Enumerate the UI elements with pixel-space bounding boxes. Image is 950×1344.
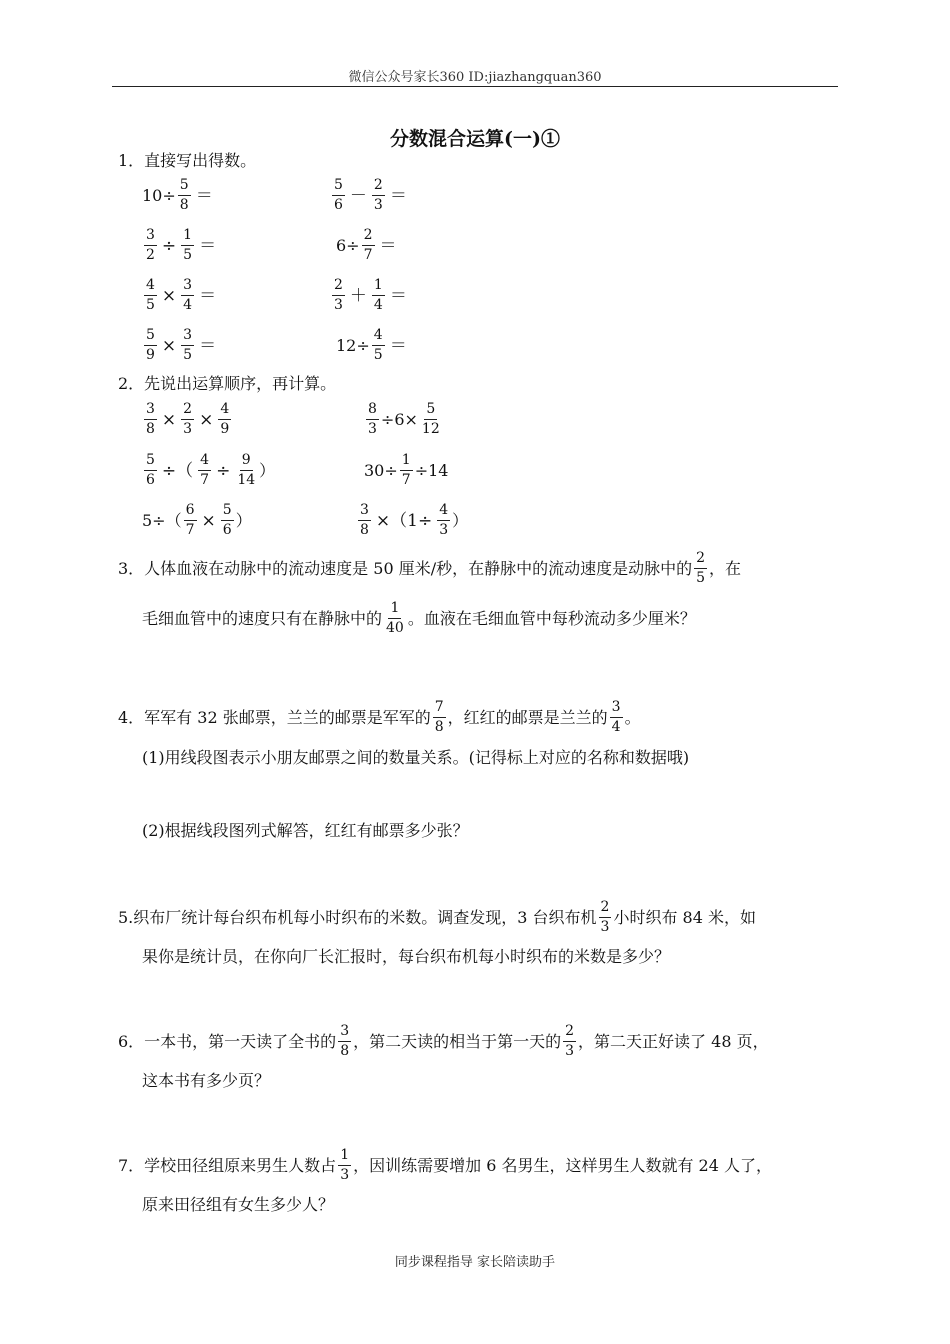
fraction-denominator: 4 xyxy=(611,719,621,735)
fraction xyxy=(235,451,257,490)
fraction-denominator: 7 xyxy=(185,522,195,538)
fraction-numerator: 3 xyxy=(338,1022,351,1042)
fraction xyxy=(144,451,157,490)
fraction-numerator: 1 xyxy=(400,451,413,471)
q5-line-1 xyxy=(118,898,756,937)
fraction-numerator: 3 xyxy=(358,501,371,521)
fraction-denominator: 3 xyxy=(340,1167,350,1183)
fraction-numerator: 1 xyxy=(372,276,385,296)
fraction-denominator: 7 xyxy=(363,247,373,263)
fraction xyxy=(372,176,385,215)
expression-text: ，第二天读的相当于第一天的 xyxy=(353,1031,562,1051)
fraction-denominator: 3 xyxy=(373,197,383,213)
fraction xyxy=(144,226,157,265)
fraction-numerator: 2 xyxy=(563,1022,576,1042)
q1-expr-7 xyxy=(142,326,219,365)
q5-line-2: 果你是统计员，在你向厂长汇报时，每台织布机每小时织布的米数是多少？ xyxy=(142,947,671,966)
fraction-denominator: 3 xyxy=(439,522,449,538)
expression-text: × xyxy=(161,285,177,306)
fraction-denominator: 5 xyxy=(183,347,193,363)
fraction-denominator: 9 xyxy=(220,421,230,437)
expression-text: 6．一本书，第一天读了全书的 xyxy=(118,1031,337,1051)
fraction xyxy=(332,176,345,215)
q2-expr-1 xyxy=(142,400,233,439)
expression-text: ÷（ xyxy=(161,460,194,481)
expression-text: 6÷ xyxy=(336,235,360,255)
fraction-denominator: 7 xyxy=(401,472,411,488)
fraction xyxy=(181,226,194,265)
expression-text: 12÷ xyxy=(336,335,370,355)
q1-label: 1．直接写出得数。 xyxy=(118,151,257,170)
expression-text: ÷ xyxy=(216,460,231,481)
expression-text: 30÷ xyxy=(364,460,398,480)
expression-text: 5.织布厂统计每台织布机每小时织布的米数。调查发现，3 台织布机 xyxy=(118,907,597,927)
fraction-numerator: 7 xyxy=(433,698,446,718)
fraction-denominator: 8 xyxy=(360,522,369,538)
fraction-denominator: 8 xyxy=(434,719,444,735)
fraction xyxy=(198,451,211,490)
fraction-numerator: 2 xyxy=(332,276,345,296)
expression-text: 3．人体血液在动脉中的流动速度是 50 厘米/秒，在静脉中的流动速度是动脉中的 xyxy=(118,558,693,578)
fraction xyxy=(178,176,191,215)
fraction xyxy=(400,451,413,490)
fraction-numerator: 3 xyxy=(181,326,194,346)
q7-line-1 xyxy=(118,1146,772,1185)
fraction xyxy=(362,226,375,265)
fraction xyxy=(338,1146,351,1185)
fraction-numerator: 4 xyxy=(144,276,157,296)
expression-text: ，因训练需要增加 6 名男生，这样男生人数就有 24 人了， xyxy=(353,1155,772,1175)
page-header: 微信公众号家长360 ID:jiazhangquan360 xyxy=(348,70,602,85)
q2-expr-5 xyxy=(142,501,252,540)
fraction-numerator: 5 xyxy=(221,501,234,521)
expression-text: ÷6× xyxy=(380,409,418,429)
fraction-denominator: 3 xyxy=(334,297,343,313)
fraction-denominator: 4 xyxy=(373,297,383,313)
expression-text: ） xyxy=(259,460,276,480)
expression-text: ＝ xyxy=(199,285,217,306)
fraction-numerator: 3 xyxy=(610,698,623,718)
fraction xyxy=(338,1022,351,1061)
fraction-numerator: 4 xyxy=(372,326,385,346)
expression-text: ＝ xyxy=(195,185,213,206)
q1-expr-4 xyxy=(336,226,400,265)
q1-expr-2 xyxy=(330,176,410,215)
fraction xyxy=(218,400,231,439)
fraction-numerator: 4 xyxy=(198,451,211,471)
fraction-denominator: 4 xyxy=(183,297,193,313)
fraction-numerator: 4 xyxy=(437,501,450,521)
fraction xyxy=(433,698,446,737)
fraction-denominator: 6 xyxy=(146,472,155,488)
page-footer: 同步课程指导 家长陪读助手 xyxy=(394,1255,556,1270)
expression-text: ＝ xyxy=(389,335,407,356)
fraction-denominator: 3 xyxy=(368,421,377,437)
expression-text: ） xyxy=(452,510,469,530)
expression-text: ÷ xyxy=(161,235,177,256)
fraction xyxy=(384,599,406,638)
expression-text: ） xyxy=(235,510,252,530)
q6-line-1 xyxy=(118,1022,769,1061)
page-title: 分数混合运算(一)① xyxy=(390,128,560,150)
fraction-numerator: 3 xyxy=(144,226,157,246)
expression-text: ＋ xyxy=(349,285,367,306)
fraction xyxy=(599,898,612,937)
fraction-numerator: 9 xyxy=(240,451,253,471)
q4-sub-1: (1)用线段图表示小朋友邮票之间的数量关系。(记得标上对应的名称和数据哦) xyxy=(142,748,690,767)
expression-text: ÷14 xyxy=(414,460,449,480)
fraction-denominator: 8 xyxy=(179,197,189,213)
fraction-denominator: 40 xyxy=(386,620,404,636)
expression-text: ×（1÷ xyxy=(375,510,433,531)
fraction-numerator: 3 xyxy=(181,276,194,296)
expression-text: ＝ xyxy=(199,335,217,356)
fraction xyxy=(694,549,707,588)
fraction-denominator: 12 xyxy=(421,421,440,437)
q1-expr-8 xyxy=(336,326,410,365)
fraction xyxy=(144,326,157,365)
expression-text: － xyxy=(349,185,367,206)
fraction xyxy=(437,501,450,540)
expression-text: ，第二天正好读了 48 页， xyxy=(578,1031,769,1051)
fraction-denominator: 3 xyxy=(183,421,193,437)
q1-expr-1 xyxy=(142,176,216,215)
fraction-numerator: 5 xyxy=(144,326,157,346)
expression-text: 。血液在毛细血管中每秒流动多少厘米？ xyxy=(407,608,696,628)
fraction-denominator: 5 xyxy=(373,347,383,363)
fraction-denominator: 6 xyxy=(334,197,343,213)
fraction xyxy=(181,326,194,365)
fraction-denominator: 14 xyxy=(237,472,256,488)
q4-sub-2: (2)根据线段图列式解答，红红有邮票多少张？ xyxy=(142,821,469,840)
fraction xyxy=(221,501,234,540)
fraction-numerator: 3 xyxy=(144,400,157,420)
fraction-numerator: 6 xyxy=(184,501,197,521)
fraction-numerator: 2 xyxy=(181,400,194,420)
fraction-numerator: 5 xyxy=(144,451,157,471)
q3-line-2 xyxy=(142,599,696,638)
expression-text: 7．学校田径组原来男生人数占 xyxy=(118,1155,337,1175)
fraction-denominator: 2 xyxy=(146,247,155,263)
fraction xyxy=(144,276,157,315)
fraction-numerator: 5 xyxy=(424,400,437,420)
fraction-numerator: 2 xyxy=(599,898,612,918)
fraction-denominator: 6 xyxy=(222,522,232,538)
fraction-numerator: 4 xyxy=(218,400,231,420)
fraction xyxy=(358,501,371,540)
fraction xyxy=(144,400,157,439)
fraction-denominator: 3 xyxy=(565,1043,575,1059)
fraction xyxy=(372,326,385,365)
expression-text: × xyxy=(161,409,177,430)
q2-expr-4 xyxy=(364,451,448,490)
fraction xyxy=(366,400,379,439)
expression-text: ＝ xyxy=(389,185,407,206)
expression-text: ＝ xyxy=(379,235,397,256)
fraction-denominator: 5 xyxy=(696,570,706,586)
q7-line-2: 原来田径组有女生多少人？ xyxy=(142,1195,335,1214)
expression-text: 5÷（ xyxy=(142,510,182,530)
fraction xyxy=(332,276,345,315)
fraction xyxy=(372,276,385,315)
expression-text: 。 xyxy=(624,707,641,727)
q1-expr-3 xyxy=(142,226,219,265)
fraction-numerator: 1 xyxy=(338,1146,351,1166)
expression-text: 10÷ xyxy=(142,185,176,205)
fraction xyxy=(184,501,197,540)
fraction-denominator: 5 xyxy=(183,247,193,263)
fraction-numerator: 1 xyxy=(388,599,401,619)
fraction-numerator: 8 xyxy=(366,400,379,420)
expression-text: ＝ xyxy=(389,285,407,306)
fraction-numerator: 2 xyxy=(694,549,707,569)
fraction-denominator: 7 xyxy=(200,472,210,488)
fraction-numerator: 5 xyxy=(332,176,345,196)
expression-text: × xyxy=(199,409,214,430)
fraction xyxy=(420,400,442,439)
expression-text: 4．军军有 32 张邮票，兰兰的邮票是军军的 xyxy=(118,707,431,727)
q2-expr-3 xyxy=(142,451,275,490)
fraction-numerator: 2 xyxy=(372,176,385,196)
q1-expr-6 xyxy=(330,276,410,315)
q2-expr-6 xyxy=(356,501,468,540)
q2-expr-2 xyxy=(364,400,444,439)
fraction xyxy=(610,698,623,737)
fraction-numerator: 5 xyxy=(178,176,191,196)
fraction-denominator: 8 xyxy=(146,421,155,437)
fraction-denominator: 3 xyxy=(600,919,610,935)
expression-text: ，红红的邮票是兰兰的 xyxy=(447,707,608,727)
expression-text: × xyxy=(161,335,177,356)
q1-expr-5 xyxy=(142,276,219,315)
expression-text: × xyxy=(201,510,216,531)
q2-label: 2．先说出运算顺序，再计算。 xyxy=(118,374,337,393)
fraction-numerator: 2 xyxy=(362,226,375,246)
expression-text: ＝ xyxy=(199,235,217,256)
q6-line-2: 这本书有多少页？ xyxy=(142,1071,271,1090)
header-divider xyxy=(112,86,838,87)
expression-text: 毛细血管中的速度只有在静脉中的 xyxy=(142,608,383,628)
expression-text: 小时织布 84 米，如 xyxy=(613,907,757,927)
q4-line-1 xyxy=(118,698,641,737)
fraction xyxy=(181,276,194,315)
fraction xyxy=(563,1022,576,1061)
expression-text: ，在 xyxy=(709,558,742,578)
fraction-denominator: 9 xyxy=(146,347,155,363)
fraction-numerator: 1 xyxy=(181,226,194,246)
q3-line-1 xyxy=(118,549,741,588)
fraction-denominator: 5 xyxy=(146,297,155,313)
fraction xyxy=(181,400,194,439)
fraction-denominator: 8 xyxy=(340,1043,350,1059)
